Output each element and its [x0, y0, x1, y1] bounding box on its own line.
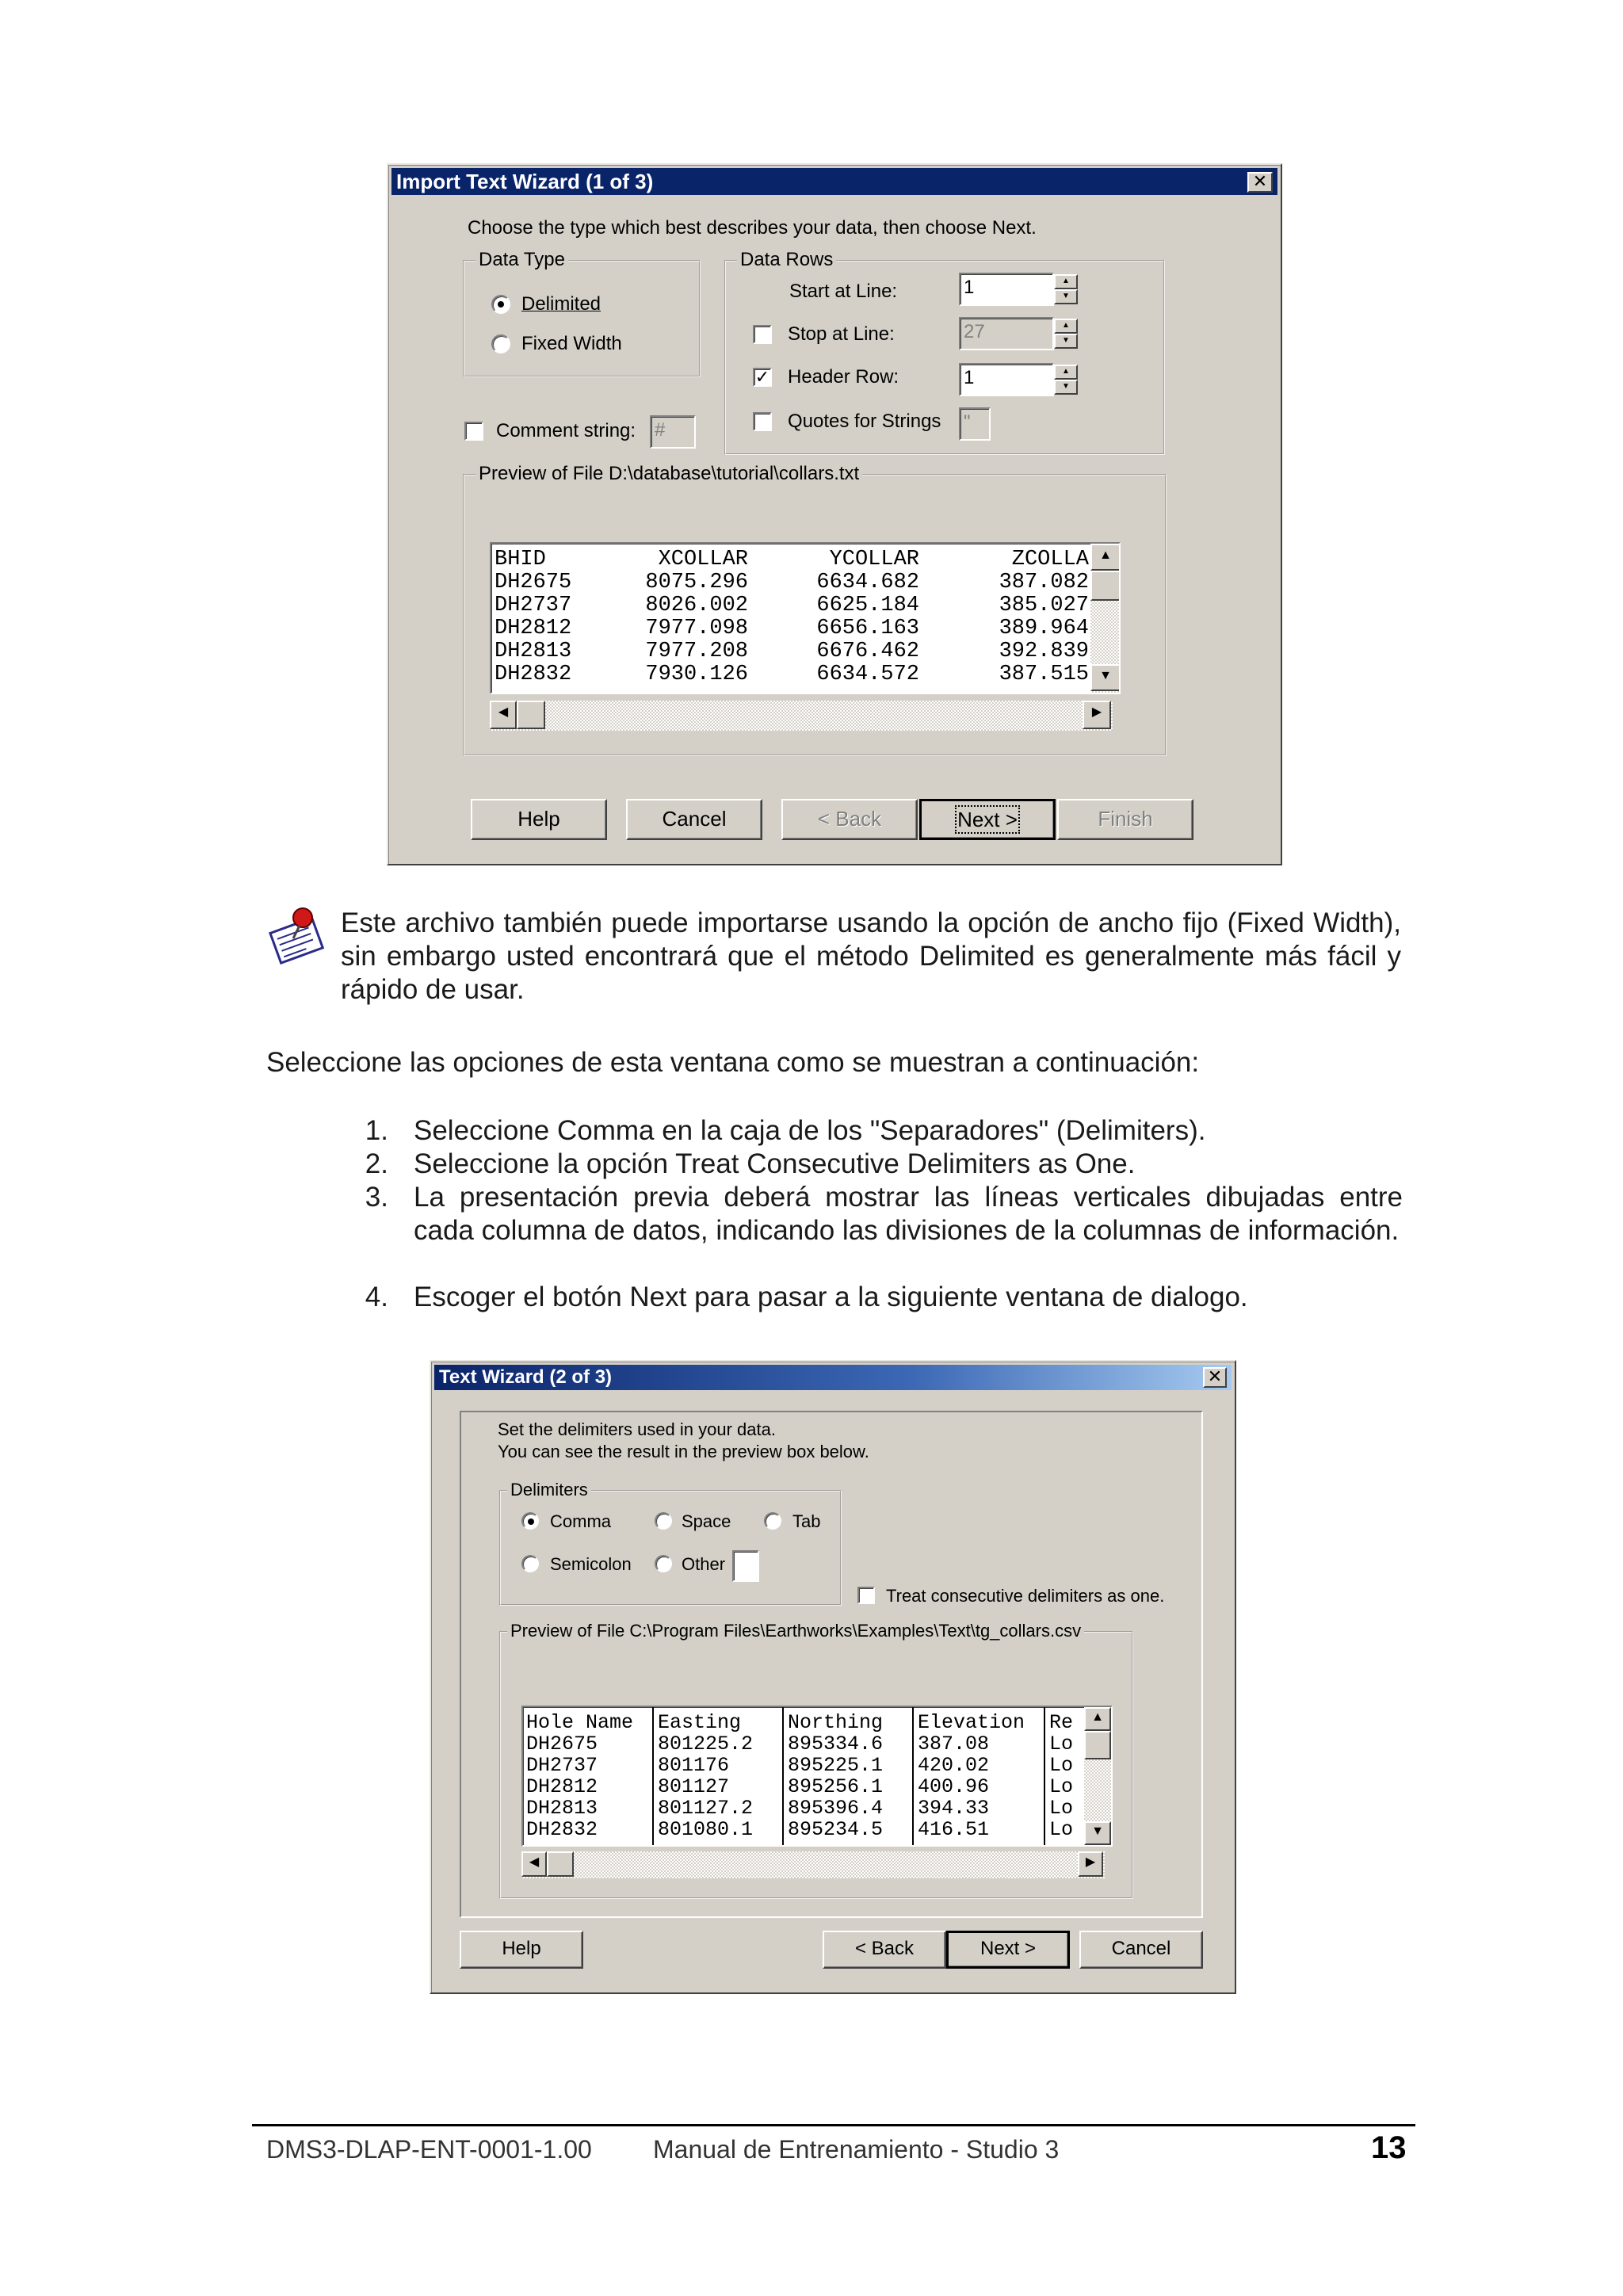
back-button-label: < Back [817, 807, 882, 831]
preview-cell: BHID [495, 548, 546, 571]
step-number: 4. [365, 1282, 388, 1312]
quotes-for-strings-checkbox[interactable] [753, 412, 772, 431]
preview-cell: 801225.2 [658, 1733, 754, 1755]
semicolon-label[interactable]: Semicolon [550, 1554, 632, 1574]
footer-rule [252, 2124, 1415, 2126]
vertical-scrollbar[interactable] [1090, 544, 1121, 693]
preview-cell: XCOLLAR [658, 548, 748, 571]
preview-cell: 7930.126 [645, 663, 748, 686]
intro-line-2: You can see the result in the preview box below. [498, 1442, 869, 1461]
dialog-title: Import Text Wizard (1 of 3) [396, 170, 654, 193]
preview-cell: 7977.098 [645, 617, 748, 640]
start-at-line-label: Start at Line: [789, 281, 898, 302]
space-radio[interactable] [655, 1512, 672, 1530]
delimited-radio[interactable] [491, 295, 510, 314]
preview-text-area [523, 1707, 1113, 1847]
stop-at-line-label: Stop at Line: [788, 323, 895, 345]
preview-cell: 895234.5 [788, 1818, 884, 1841]
stop-at-line-spinner[interactable] [1054, 319, 1078, 349]
preview-cell: 895256.1 [788, 1775, 884, 1798]
delimiters-group [499, 1480, 842, 1606]
step-number: 1. [365, 1115, 388, 1146]
fixed-width-label[interactable]: Fixed Width [521, 333, 622, 354]
start-at-line-input[interactable]: 1 [959, 273, 1054, 306]
back-button-label: < Back [854, 1938, 915, 1959]
preview-cell: 416.51 [918, 1818, 990, 1841]
preview-group-label: Preview of File D:\database\tutorial\collars.txt [475, 463, 862, 485]
preview-cell: 6676.462 [816, 640, 919, 663]
text-wizard-dialog [430, 1360, 1236, 1994]
data-type-group-label: Data Type [475, 249, 568, 271]
preview-cell: 801127.2 [658, 1797, 754, 1820]
next-button[interactable] [919, 799, 1056, 840]
data-type-group [463, 249, 701, 377]
cancel-button-label: Cancel [1111, 1938, 1171, 1959]
preview-cell: DH2675 [495, 571, 572, 594]
help-button[interactable] [460, 1931, 583, 1969]
delimited-label[interactable]: Delimited [521, 293, 601, 315]
preview-cell: 801176 [658, 1754, 730, 1777]
preview-cell: Lo [1049, 1797, 1074, 1820]
preview-cell: 389.964 [999, 617, 1089, 640]
semicolon-radio[interactable] [521, 1555, 539, 1572]
scroll-left-icon[interactable]: ◀ [521, 1851, 547, 1877]
vertical-scrollbar[interactable] [1084, 1707, 1113, 1847]
preview-cell: Elevation [918, 1711, 1025, 1734]
other-label[interactable]: Other [682, 1554, 726, 1574]
tab-radio[interactable] [764, 1512, 781, 1530]
scroll-right-icon[interactable]: ▶ [1078, 1851, 1103, 1877]
preview-cell: 8026.002 [645, 594, 748, 617]
header-row-spinner[interactable] [1054, 365, 1078, 395]
other-radio[interactable] [655, 1555, 672, 1572]
list-item [357, 1148, 1403, 1181]
comma-radio[interactable] [521, 1512, 539, 1530]
comment-string-label: Comment string: [496, 420, 636, 441]
horizontal-scrollbar[interactable] [490, 701, 1113, 731]
step-text: La presentación previa deberá mostrar las líneas verticales dibujadas entre cada columna de datos, indicando las divisiones de la columnas de información. [414, 1182, 1403, 1246]
intro-line-1: Set the delimiters used in your data. [498, 1419, 776, 1439]
spin-down-icon[interactable]: ▼ [1054, 289, 1078, 304]
list-item [357, 1181, 1403, 1247]
comment-string-checkbox[interactable] [464, 422, 483, 441]
comment-string-input[interactable]: # [650, 415, 696, 449]
scroll-right-icon[interactable]: ▶ [1083, 701, 1111, 729]
step-text: Seleccione la opción Treat Consecutive Delimiters as One. [414, 1148, 1136, 1179]
preview-cell: DH2813 [526, 1797, 598, 1820]
preview-cell: 6634.682 [816, 571, 919, 594]
data-rows-group-label: Data Rows [737, 249, 836, 271]
quotes-for-strings-label: Quotes for Strings [788, 411, 941, 432]
preview-cell: 895334.6 [788, 1733, 884, 1755]
treat-consecutive-label: Treat consecutive delimiters as one. [886, 1586, 1165, 1606]
spin-up-icon[interactable]: ▲ [1054, 274, 1078, 289]
preview-cell: DH2832 [495, 663, 572, 686]
preview-text-area [491, 544, 1121, 694]
scroll-thumb-horizontal[interactable] [547, 1851, 574, 1877]
help-button-label: Help [517, 807, 560, 831]
preview-cell: 6634.572 [816, 663, 919, 686]
preview-cell: Lo [1049, 1775, 1074, 1798]
preview-cell: DH2812 [495, 617, 572, 640]
other-delimiter-input[interactable] [732, 1550, 759, 1582]
list-item [357, 1114, 1403, 1148]
preview-cell: 420.02 [918, 1754, 990, 1777]
scroll-up-icon[interactable]: ▲ [1084, 1707, 1111, 1731]
back-button[interactable] [781, 799, 918, 840]
next-button-label: Next > [980, 1938, 1037, 1959]
preview-cell: Lo [1049, 1818, 1074, 1841]
preview-cell: Lo [1049, 1733, 1074, 1755]
close-icon[interactable]: ✕ [1203, 1367, 1227, 1388]
preview-cell: Northing [788, 1711, 884, 1734]
preview-cell: Re [1049, 1711, 1074, 1734]
preview-group-label: Preview of File C:\Program Files\Earthworks\Examples\Text\tg_collars.csv [507, 1620, 1084, 1642]
preview-cell: 6656.163 [816, 617, 919, 640]
scroll-thumb-horizontal[interactable] [517, 701, 545, 729]
header-row-label: Header Row: [788, 366, 899, 388]
preview-cell: 895225.1 [788, 1754, 884, 1777]
start-at-line-spinner[interactable] [1054, 274, 1078, 304]
scroll-left-icon[interactable]: ◀ [490, 701, 517, 729]
tab-label[interactable]: Tab [792, 1511, 821, 1531]
preview-cell: YCOLLAR [829, 548, 919, 571]
preview-cell: 400.96 [918, 1775, 990, 1798]
step-number: 2. [365, 1148, 388, 1179]
page-number: 13 [1371, 2130, 1407, 2165]
fixed-width-radio[interactable] [491, 334, 510, 353]
preview-cell: ZCOLLA [1011, 548, 1089, 571]
scroll-down-icon[interactable]: ▼ [1084, 1821, 1111, 1845]
next-button-label: Next > [957, 808, 1018, 831]
finish-button-label: Finish [1098, 807, 1153, 831]
finish-button[interactable] [1057, 799, 1193, 840]
stop-at-line-checkbox[interactable] [753, 325, 772, 344]
help-button-label: Help [502, 1938, 541, 1959]
preview-cell: 387.082 [999, 571, 1089, 594]
cancel-button-label: Cancel [662, 807, 727, 831]
preview-cell: 394.33 [918, 1797, 990, 1820]
header-row-input[interactable]: 1 [959, 363, 1054, 396]
quotes-for-strings-input[interactable]: " [959, 407, 991, 441]
delimiters-group-label: Delimiters [507, 1479, 591, 1501]
help-button[interactable] [471, 799, 607, 840]
note-icon [266, 904, 331, 967]
preview-cell: 7977.208 [645, 640, 748, 663]
scroll-thumb[interactable] [1084, 1731, 1111, 1759]
preview-cell: 6625.184 [816, 594, 919, 617]
preview-cell: 387.08 [918, 1733, 990, 1755]
preview-cell: 895396.4 [788, 1797, 884, 1820]
intro-text: Choose the type which best describes your data, then choose Next. [468, 217, 1037, 239]
instruction-text: Seleccione las opciones de esta ventana como se muestran a continuación: [266, 1047, 1200, 1078]
spin-down-icon[interactable]: ▼ [1054, 334, 1078, 349]
cancel-button[interactable] [1079, 1931, 1203, 1969]
preview-cell: Easting [658, 1711, 742, 1734]
dialog-title-bar [434, 1365, 1232, 1390]
cancel-button[interactable] [626, 799, 762, 840]
header-row-checkbox[interactable]: ✓ [753, 368, 772, 387]
preview-cell: 392.839 [999, 640, 1089, 663]
scroll-up-icon[interactable]: ▲ [1090, 544, 1121, 571]
footer-doc-code: DMS3-DLAP-ENT-0001-1.00 [266, 2135, 592, 2164]
next-button[interactable] [946, 1931, 1070, 1969]
preview-cell: 801127 [658, 1775, 730, 1798]
preview-cell: 8075.296 [645, 571, 748, 594]
footer-manual-title: Manual de Entrenamiento - Studio 3 [653, 2135, 1060, 2164]
scroll-down-icon[interactable]: ▼ [1090, 664, 1121, 691]
preview-cell: 801080.1 [658, 1818, 754, 1841]
preview-cell: 385.027 [999, 594, 1089, 617]
spin-up-icon[interactable]: ▲ [1054, 365, 1078, 380]
spin-up-icon[interactable]: ▲ [1054, 319, 1078, 334]
preview-cell: Lo [1049, 1754, 1074, 1777]
horizontal-scrollbar[interactable] [521, 1851, 1105, 1878]
spin-down-icon[interactable]: ▼ [1054, 380, 1078, 395]
dialog-title: Text Wizard (2 of 3) [439, 1366, 613, 1388]
preview-cell: DH2737 [526, 1754, 598, 1777]
comma-label[interactable]: Comma [550, 1511, 612, 1531]
preview-cell: DH2813 [495, 640, 572, 663]
preview-cell: DH2812 [526, 1775, 598, 1798]
treat-consecutive-checkbox[interactable] [857, 1587, 875, 1604]
preview-cell: DH2832 [526, 1818, 598, 1841]
stop-at-line-input[interactable]: 27 [959, 317, 1054, 350]
file-preview-table[interactable] [490, 542, 1121, 694]
dialog-title-bar [391, 168, 1277, 195]
preview-cell: 387.515 [999, 663, 1089, 686]
import-text-wizard-dialog [387, 163, 1282, 865]
step-text: Escoger el botón Next para pasar a la siguiente ventana de dialogo. [414, 1282, 1248, 1312]
file-preview-table[interactable] [521, 1706, 1113, 1847]
back-button[interactable] [823, 1931, 946, 1969]
preview-cell: DH2737 [495, 594, 572, 617]
note-paragraph: Este archivo también puede importarse usando la opción de ancho fijo (Fixed Width), sin embargo usted encontrará que el método Delimited es generalmente más fácil y rápido de usar. [341, 907, 1401, 1005]
close-icon[interactable]: ✕ [1247, 172, 1273, 193]
space-label[interactable]: Space [682, 1511, 731, 1531]
step-text: Seleccione Comma en la caja de los "Separadores" (Delimiters). [414, 1115, 1206, 1146]
list-item [357, 1281, 1403, 1314]
preview-cell: DH2675 [526, 1733, 598, 1755]
step-number: 3. [365, 1182, 388, 1213]
preview-cell: Hole Name [526, 1711, 634, 1734]
scroll-thumb[interactable] [1090, 571, 1121, 601]
